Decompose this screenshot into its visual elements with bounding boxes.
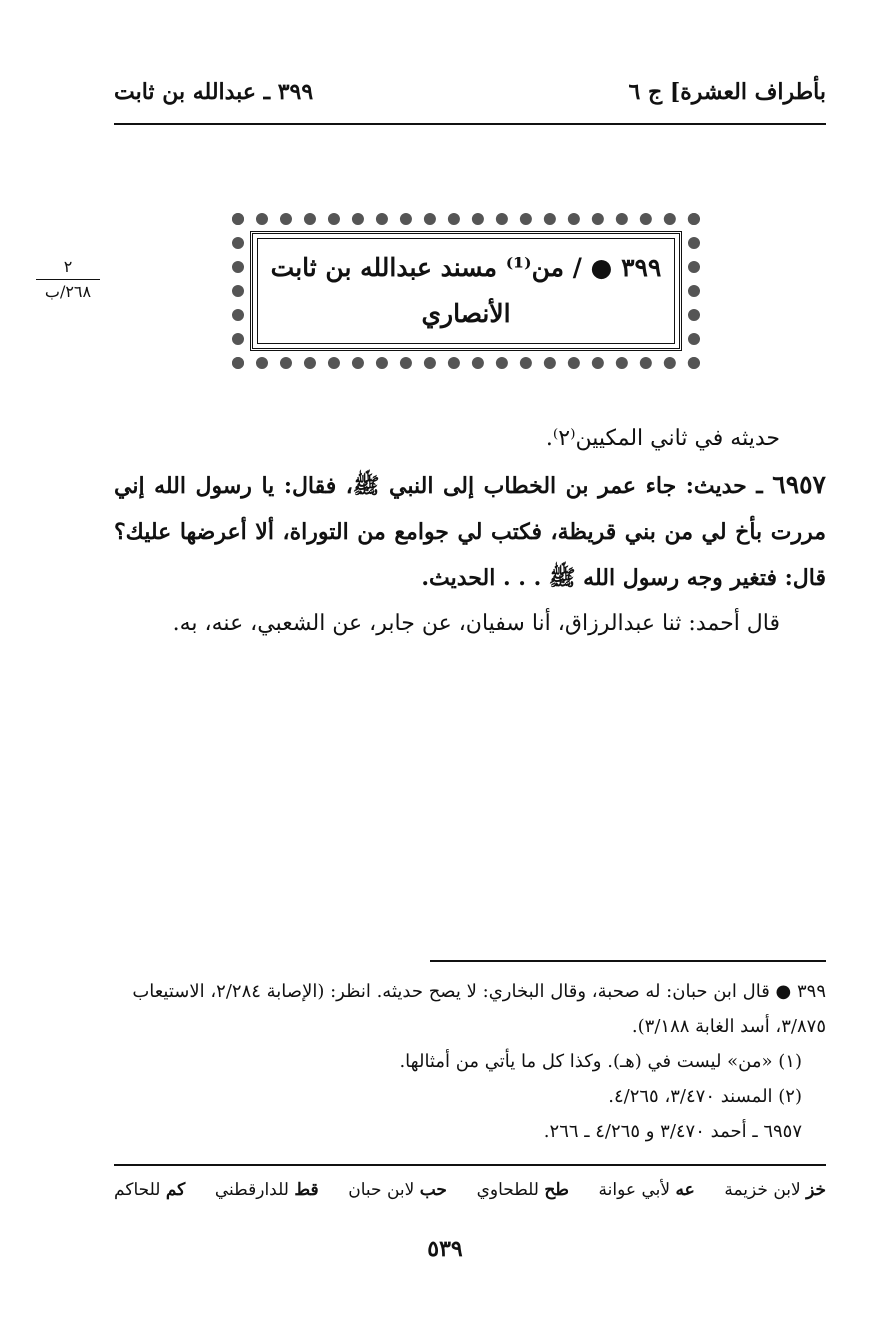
footnote-399: ٣٩٩ ● قال ابن حبان: له صحبة، وقال البخاري: لا يصح حديثه. انظر: (الإصابة ٢/٢٨٤، الاستيعاب ٣/٨٧٥، أسد الغابة ٣/١٨٨). — [132, 981, 826, 1037]
manuscript-folio-reference — [28, 258, 108, 301]
ornamental-title-frame — [232, 213, 700, 369]
folio-number: ٢٦٨/ب — [44, 282, 92, 301]
running-header — [114, 72, 826, 112]
page-number: ٥٣٩ — [427, 1236, 463, 1262]
footnote-6957: ٦٩٥٧ ـ أحمد ٣/٤٧٠ و ٤/٢٦٥ ـ ٢٦٦. — [543, 1121, 802, 1142]
main-text — [114, 416, 826, 647]
hadith-number: ٦٩٥٧ — [772, 470, 826, 499]
header-rule — [114, 123, 826, 125]
legend-item: عه لأبي عوانة — [598, 1180, 695, 1200]
legend-rule — [114, 1164, 826, 1166]
abbreviation-legend — [114, 1180, 826, 1200]
hadith-text: ـ حديث: جاء عمر بن الخطاب إلى النبي ﷺ، فقال: يا رسول الله إني مررت بأخ لي من بني قريظة، فكتب لي جوامع من التوراة، ألا أعرضها عليك؟ قال: فتغير وجه رسول الله ﷺ . . . الحديث. — [114, 473, 826, 591]
folio-note-marker: ٢ — [63, 257, 73, 276]
legend-item: خز لابن خزيمة — [724, 1180, 826, 1200]
footnote-rule — [430, 960, 826, 962]
intro-line: حديثه في ثاني المكيين⁽٢⁾. — [545, 426, 780, 451]
folio-divider — [36, 279, 100, 280]
legend-item: كم للحاكم — [114, 1180, 186, 1200]
header-section-title: ٣٩٩ ـ عبدالله بن ثابت — [114, 79, 314, 105]
legend-item: حب لابن حبان — [348, 1180, 447, 1200]
chapter-title — [250, 231, 682, 351]
legend-item: طح للطحاوي — [476, 1180, 569, 1200]
footnote-1: (١) «من» ليست في (هـ). وكذا كل ما يأتي من أمثالها. — [399, 1051, 802, 1072]
header-book-title: بأطراف العشرة] ج ٦ — [628, 79, 826, 105]
chapter-title-line-2: الأنصاري — [421, 299, 511, 328]
footnote-2: (٢) المسند ٣/٤٧٠، ٤/٢٦٥. — [608, 1086, 802, 1107]
chapter-title-line-1: ٣٩٩ ● / من⁽¹⁾ مسند عبدالله بن ثابت — [270, 253, 662, 282]
hadith-paragraph — [114, 462, 826, 601]
isnad-line: قال أحمد: ثنا عبدالرزاق، أنا سفيان، عن جابر، عن الشعبي، عنه، به. — [172, 611, 780, 636]
legend-item: قط للدارقطني — [214, 1180, 319, 1200]
footnotes — [114, 974, 826, 1149]
